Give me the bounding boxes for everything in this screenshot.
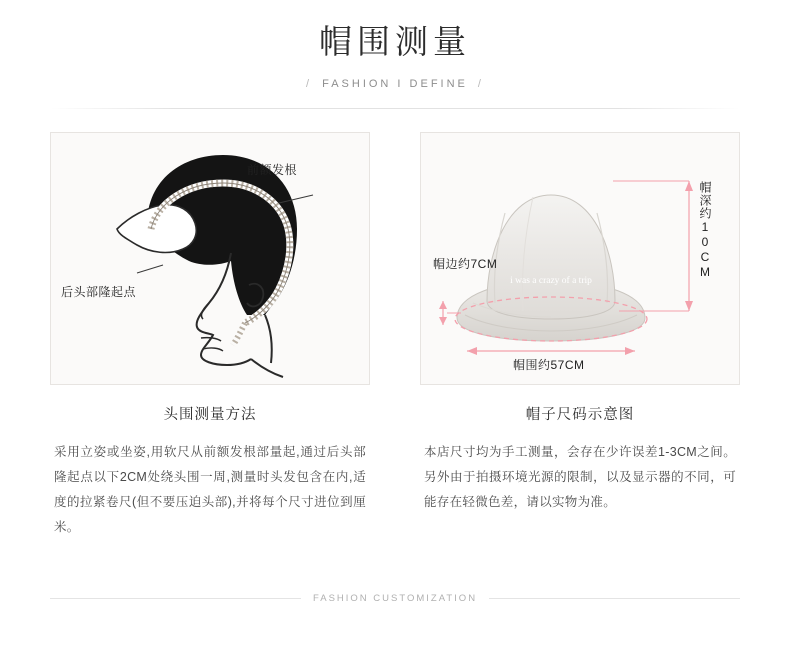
panels-container [50,132,740,540]
head-measurement-caption: 头围测量方法 [163,407,257,423]
page-header [0,0,790,109]
circumference-arrow-head-right [625,347,635,355]
subtitle-slash-right: / [477,77,484,90]
page-title: 帽围测量 [319,23,471,60]
brim-arrow-head-down [439,317,447,325]
occiput-leader-line [137,265,163,273]
label-hat-circumference: 帽围约57CM [513,358,585,372]
depth-arrow-head-top [685,181,693,191]
head-measurement-text: 采用立姿或坐姿,用软尺从前额发根部量起,通过后头部隆起点以下2CM处绕头围一周,测量时头发包含在内,适度的拉紧卷尺(但不要压迫头部),并将每个尺寸进位到厘米。 [54,445,366,534]
header-divider [50,108,740,109]
panel-head-measurement [50,132,370,540]
panel-hat-size [420,132,740,540]
subtitle-text: FASHION I DEFINE [322,77,468,90]
circumference-arrow-head-left [467,347,477,355]
hat-size-text: 本店尺寸均为手工测量，会存在少许误差1-3CM之间。另外由于拍摄环境光源的限制，以及显示器的不同，可能存在轻微色差，请以实物为准。 [424,445,736,509]
depth-arrow-head-bottom [685,301,693,311]
chin-line [203,348,223,351]
label-brim-width: 帽边约7CM [433,257,498,271]
hat-embroidery-text: i was a crazy of a trip [510,276,592,286]
back-neck-line [265,315,272,363]
hat-crown [487,195,615,319]
neck-line [251,359,283,377]
page-subtitle [0,78,790,90]
footer-line-left [50,598,301,599]
head-measurement-figure [50,132,370,385]
footer-text: FASHION CUSTOMIZATION [312,593,478,604]
hat-size-figure [420,132,740,385]
hat-size-caption: 帽子尺码示意图 [525,407,635,423]
label-forehead-hairline: 前额发根 [247,163,298,177]
label-occiput-point: 后头部隆起点 [61,285,137,299]
label-hat-depth: 帽深约10CM [698,181,712,280]
head-profile-illustration [51,133,370,385]
brim-arrow-head-up [439,301,447,309]
footer-line-right [489,598,740,599]
tape-tail [233,323,245,345]
subtitle-slash-left: / [306,77,313,90]
page-footer [50,593,740,604]
